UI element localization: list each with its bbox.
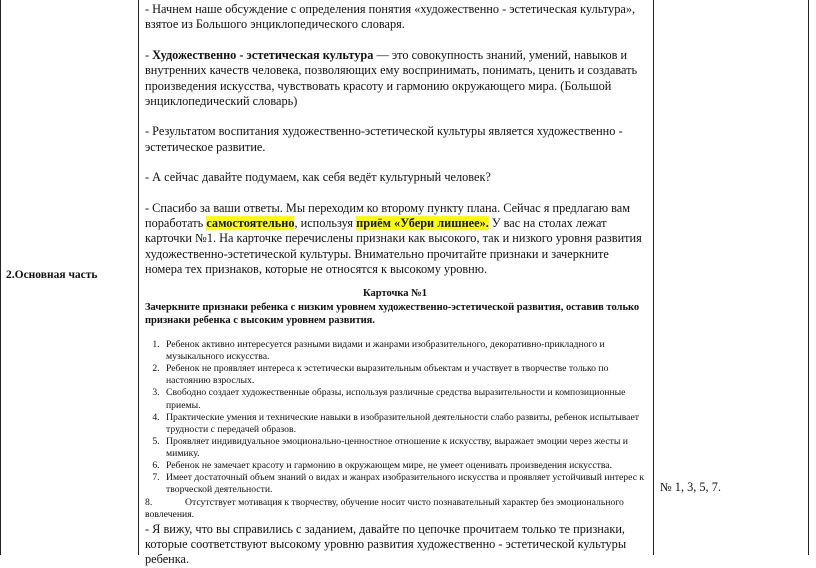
paragraph-intro: - Начнем наше обсуждение с определения понятия «художественно - эстетическая культура», взятое из Большого энциклопедического словаря.	[145, 2, 636, 32]
column-divider-2	[653, 0, 654, 555]
list-item: 4. Практические умения и технические навыки в изобразительной деятельности слабо развиты, ребенок испытывает трудности с передачей образов.	[162, 412, 645, 436]
paragraph-question: - А сейчас давайте подумаем, как себя ведёт культурный человек?	[145, 170, 491, 185]
card-items-list	[145, 339, 645, 496]
list-item: 7. Имеет достаточный объем знаний о видах и жанрах изобразительного искусства и проявляет устойчивый интерес к творческой деятельности.	[162, 472, 645, 496]
table-border-right	[808, 0, 809, 555]
definition-term: Художественно - эстетическая культура	[152, 47, 374, 62]
paragraph-conclusion: - Я вижу, что вы справились с заданием, давайте по цепочке прочитаем только те признаки, которые соответствуют высокому уровню развития художественно - эстетической культуры ребенка.	[145, 521, 627, 567]
table-border-left	[0, 0, 1, 555]
list-item: 5. Проявляет индивидуальное эмоционально-ценностное отношение к искусству, выражает эмоции через жесты и мимику.	[162, 436, 645, 460]
list-item-8: 8. Отсутствует мотивация к творчеству, обучение носит чисто познавательный характер без эмоционального вовлечения.	[145, 497, 624, 521]
answer-text: № 1, 3, 5, 7.	[660, 480, 721, 494]
card-title: Карточка №1	[363, 287, 427, 299]
list-item: 3. Свободно создает художественные образы, используя различные средства выразительности и композиционные приемы.	[162, 387, 645, 411]
highlight-technique: приём «Убери лишнее».	[356, 216, 489, 231]
section-label: 2.Основная часть	[6, 269, 98, 281]
list-item: 1. Ребенок активно интересуется разными видами и жанрами изобразительного, декоративно-прикладного и музыкального искусства.	[162, 339, 645, 363]
lesson-content	[145, 2, 645, 568]
paragraph-definition: - Художественно - эстетическая культура — это совокупность знаний, умений, навыков и внутренних качеств человека, позволяющих ему воспринимать, понимать, ценить и создавать произведения искусства, чувствовать красоту и гармонию окружающего мира. (Большой энциклопедический словарь)	[145, 47, 638, 109]
list-item: 2. Ребенок не проявляет интереса к эстетически выразительным объектам и участвует в творчестве только по настоянию взрослых.	[162, 363, 645, 387]
paragraph-result: - Результатом воспитания художественно-эстетической культуры является художественно - эстетическое развитие.	[145, 124, 623, 154]
paragraph-task: - Спасибо за ваши ответы. Мы переходим ко второму пункту плана. Сейчас я предлагаю вам поработать самостоятельно, используя приём «Убери лишнее». У вас на столах лежат карточки №1. На карточке перечислены признаки как высокого, так и низкого уровня развития художественно-эстетической культуры. Внимательно прочитайте признаки и зачеркните номера тех признаков, которые не относятся к высокому уровню.	[145, 200, 642, 277]
column-divider-1	[138, 0, 139, 555]
card-instruction: Зачеркните признаки ребенка с низким уровнем художественно-эстетической развития, оставив только признаки ребенка с высоким уровнем развития.	[145, 302, 640, 327]
highlight-independently: самостоятельно	[206, 216, 295, 231]
list-item: 6. Ребенок не замечает красоту и гармонию в окружающем мире, не умеет оценивать произведения искусства.	[162, 460, 645, 472]
